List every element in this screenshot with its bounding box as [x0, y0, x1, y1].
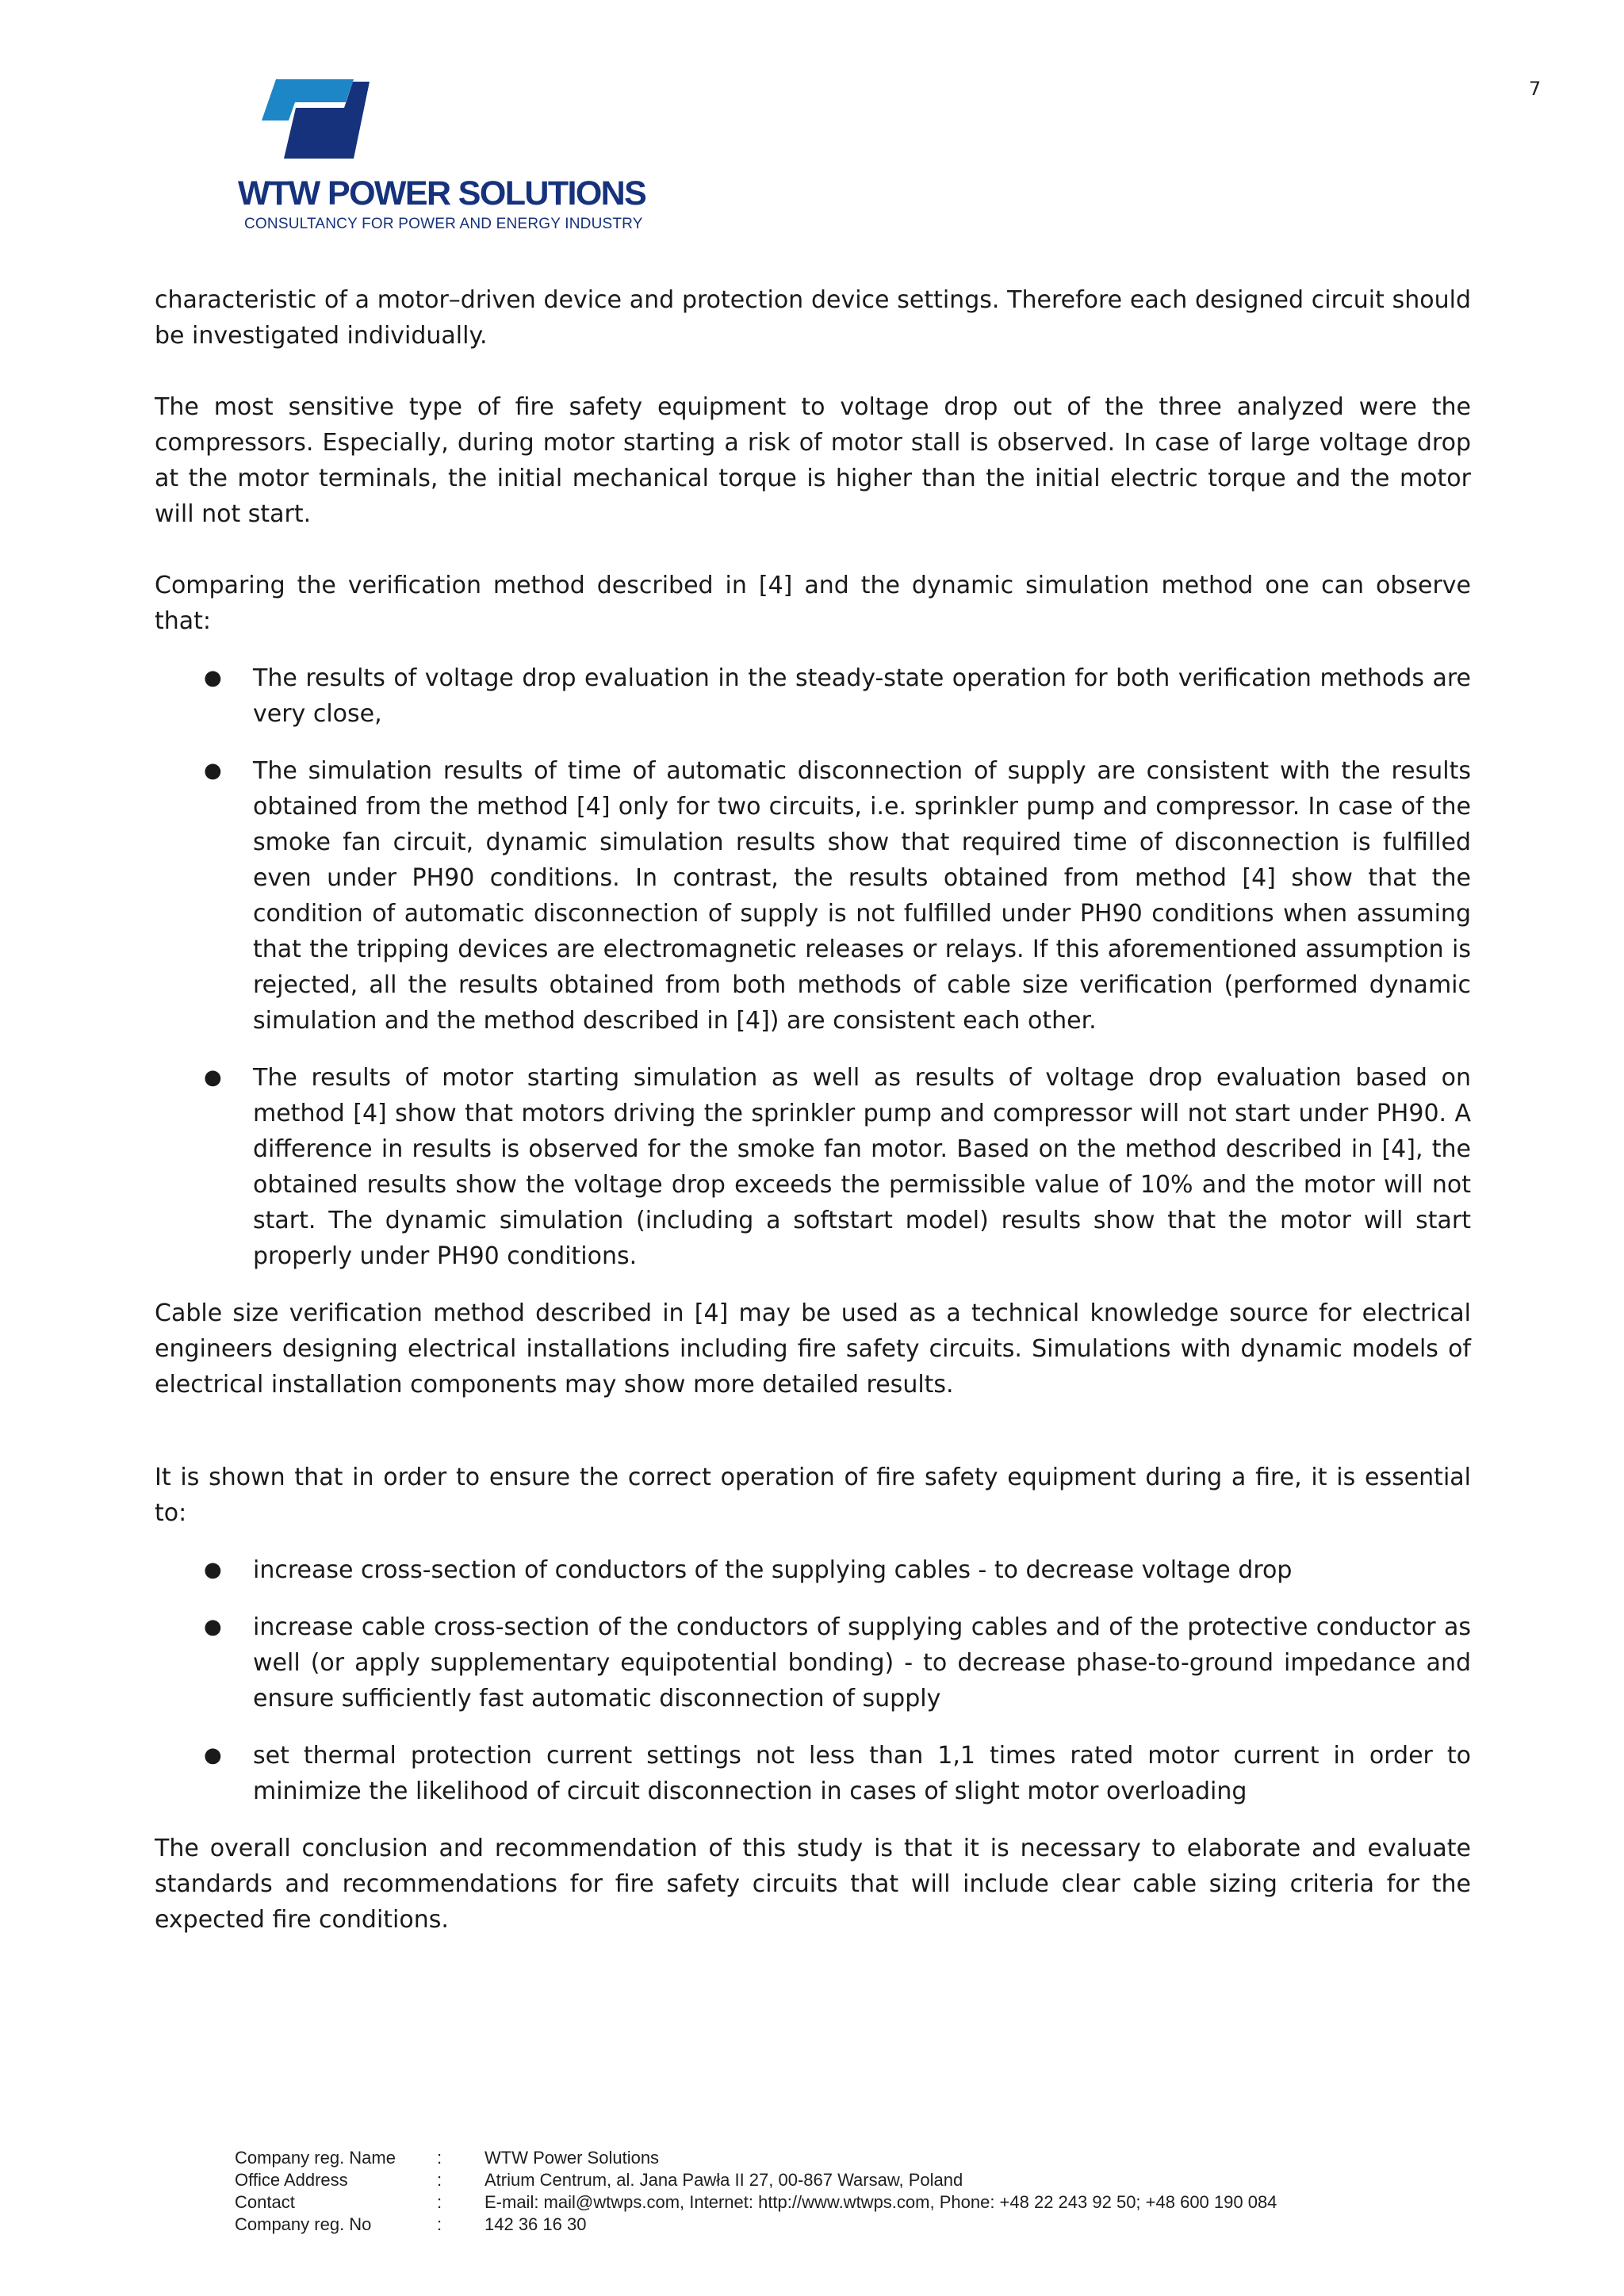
footer-row — [235, 2214, 1503, 2236]
footer-row — [235, 2147, 1503, 2169]
paragraph: The most sensitive type of fire safety equipment to voltage drop out of the three analyzed were the compressors. Especially, during motor starting a risk of motor stall is observed. In case of large voltage drop at the motor terminals, the initial mechanical torque is higher than the initial electric torque and the motor will not start. — [155, 393, 1471, 528]
footer-row — [235, 2169, 1503, 2191]
bullet-icon: ● — [204, 1558, 222, 1582]
footer-colon: : — [437, 2148, 442, 2168]
footer-value: 142 36 16 30 — [485, 2214, 587, 2234]
footer-label: Office Address — [235, 2170, 348, 2190]
paragraph-conclusion: The overall conclusion and recommendation of this study is that it is necessary to elaborate and evaluate standards and recommendations for fire safety circuits that will include clear cable sizing criteria for the expected fire conditions. — [155, 1835, 1471, 1934]
bullet-list-comparison — [155, 660, 1471, 1274]
footer-colon: : — [437, 2192, 442, 2212]
footer-value: WTW Power Solutions — [485, 2148, 660, 2168]
document-body — [155, 282, 1471, 1938]
logo-title: WTW POWER SOLUTIONS — [238, 174, 646, 212]
bullet-icon: ● — [204, 1743, 222, 1767]
list-item: ● increase cable cross-section of the conductors of supplying cables and of the protective conductor as well (or apply supplementary equipotential bonding) - to decrease phase-to-ground impedance and ensure sufficiently fast automatic disconnection of supply — [155, 1609, 1471, 1716]
bullet-icon: ● — [204, 759, 222, 783]
footer-colon: : — [437, 2214, 442, 2234]
bullet-icon: ● — [204, 1615, 222, 1639]
paragraph: characteristic of a motor–driven device and protection device settings. Therefore each designed circuit should be investigated individually. — [155, 286, 1471, 350]
logo-mark-icon — [254, 76, 412, 163]
list-item: ● The simulation results of time of automatic disconnection of supply are consistent with the results obtained from the method [4] only for two circuits, i.e. sprinkler pump and compressor. In case of the smoke fan circuit, dynamic simulation results show that required time of disconnection is fulfilled even under PH90 conditions. In contrast, the results obtained from method [4] show that the condition of automatic disconnection of supply is not fulfilled under PH90 conditions when assuming that the tripping devices are electromagnetic releases or relays. If this aforementioned assumption is rejected, all the results obtained from both methods of cable size verification (performed dynamic simulation and the method described in [4]) are consistent each other. — [155, 753, 1471, 1039]
paragraph: Comparing the verification method described in [4] and the dynamic simulation method one can observe that: — [155, 572, 1471, 635]
footer-label: Contact — [235, 2192, 295, 2212]
bullet-icon: ● — [204, 666, 222, 690]
bullet-icon: ● — [204, 1066, 222, 1089]
paragraph: It is shown that in order to ensure the correct operation of fire safety equipment during a fire, it is essential to: — [155, 1464, 1471, 1527]
company-logo — [238, 76, 698, 235]
bullet-list-recommendations — [155, 1552, 1471, 1809]
footer-label: Company reg. No — [235, 2214, 372, 2234]
footer-value: E-mail: mail@wtwps.com, Internet: http://www.wtwps.com, Phone: +48 22 243 92 50; +48 600 190 084 — [485, 2192, 1277, 2212]
list-item: ● The results of motor starting simulation as well as results of voltage drop evaluation based on method [4] show that motors driving the sprinkler pump and compressor will not start under PH90. A difference in results is observed for the smoke fan motor. Based on the method described in [4], the obtained results show the voltage drop exceeds the permissible value of 10% and the motor will not start. The dynamic simulation (including a softstart model) results show that the motor will start properly under PH90 conditions. — [155, 1060, 1471, 1274]
list-item: ● set thermal protection current settings not less than 1,1 times rated motor current in order to minimize the likelihood of circuit disconnection in cases of slight motor overloading — [155, 1738, 1471, 1809]
paragraph: Cable size verification method described in [4] may be used as a technical knowledge source for electrical engineers designing electrical installations including fire safety circuits. Simulations with dynamic models of electrical installation components may show more detailed results. — [155, 1299, 1471, 1399]
footer-colon: : — [437, 2170, 442, 2190]
footer-label: Company reg. Name — [235, 2148, 396, 2168]
footer-value: Atrium Centrum, al. Jana Pawła II 27, 00-867 Warsaw, Poland — [485, 2170, 963, 2190]
page-number: 7 — [1529, 78, 1542, 100]
footer-row — [235, 2191, 1503, 2214]
list-item: ● increase cross-section of conductors of the supplying cables - to decrease voltage drop — [155, 1552, 1471, 1588]
list-item: ● The results of voltage drop evaluation in the steady-state operation for both verification methods are very close, — [155, 660, 1471, 732]
footer — [235, 2147, 1503, 2236]
logo-subtitle: CONSULTANCY FOR POWER AND ENERGY INDUSTRY — [244, 216, 643, 232]
